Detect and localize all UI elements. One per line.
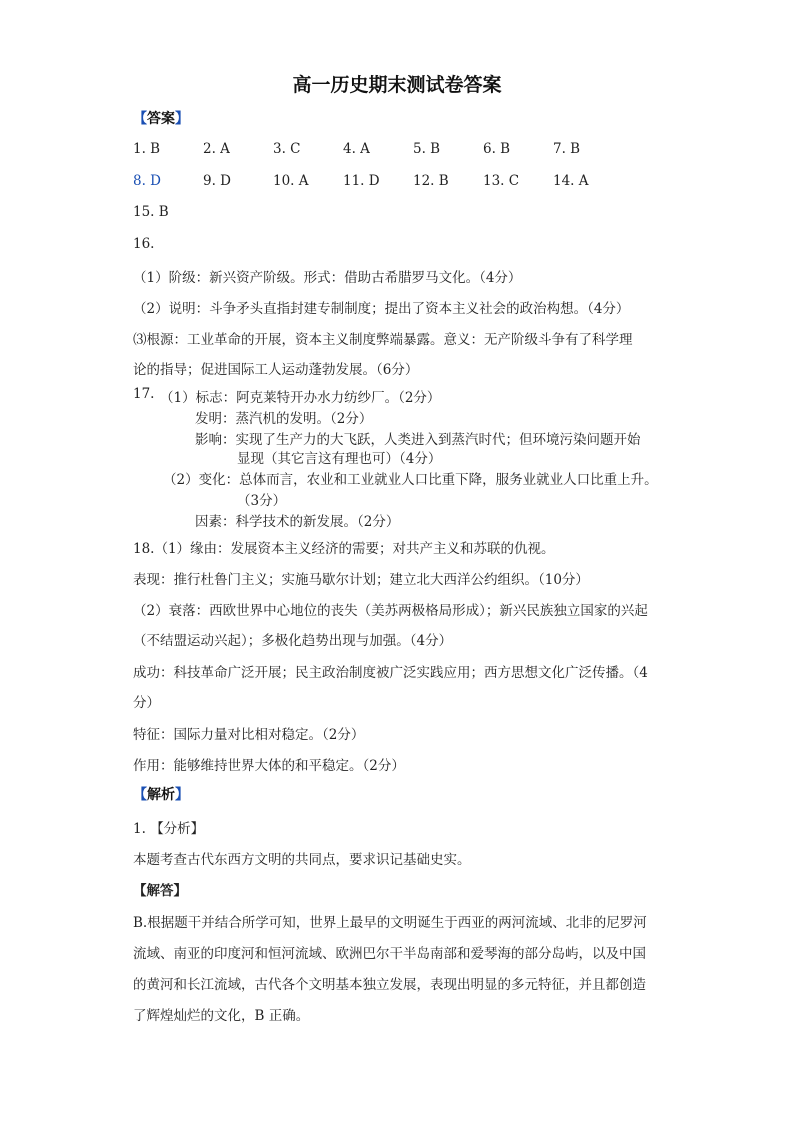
analysis-jieda-line1: B.根据题干并结合所学可知，世界上最早的文明诞生于西亚的两河流域、北非的尼罗河: [133, 915, 647, 931]
answer-item: 1. B: [133, 141, 161, 157]
answer-item: 9. D: [203, 173, 231, 189]
q17-line3: 影响：实现了生产力的大飞跃，人类进入到蒸汽时代；但环境污染问题开始: [195, 432, 641, 448]
q16-part3-line1: ⑶根源：工业革命的开展，资本主义制度弊端暴露。意义：无产阶级斗争有了科学理: [133, 332, 633, 348]
answer-item: 3. C: [273, 141, 301, 157]
answer-item: 2. A: [203, 141, 230, 157]
answer-item: 6. B: [483, 141, 511, 157]
q16-part1: （1）阶级：新兴资产阶级。形式：借助古希腊罗马文化。（4分）: [133, 270, 522, 286]
q18-line2: 表现：推行杜鲁门主义；实施马歇尔计划；建立北大西洋公约组织。（10分）: [133, 572, 589, 588]
answer-item: 5. B: [413, 141, 441, 157]
q17-line6: （3分）: [237, 493, 287, 509]
q18-line7: 特征：国际力量对比相对稳定。（2分）: [133, 727, 365, 743]
analysis-jieda-line2: 流域、南亚的印度河和恒河流域、欧洲巴尔干半岛南部和爱琴海的部分岛屿，以及中国: [133, 946, 646, 962]
q17-line4: 显现（其它言这有理也可）（4分）: [237, 451, 442, 467]
answer-item: 14. A: [553, 173, 589, 189]
answer-item: 13. C: [483, 173, 520, 189]
answer-item: 7. B: [553, 141, 581, 157]
q18-line8: 作用：能够维持世界大体的和平稳定。（2分）: [133, 758, 405, 774]
answer-item: 4. A: [343, 141, 370, 157]
analysis-fenxi-label: 【分析】: [150, 821, 205, 837]
analysis-q1-number: 1.: [133, 821, 146, 837]
q18-line6: 分）: [133, 695, 160, 711]
q16-part2: （2）说明：斗争矛头直指封建专制制度；提出了资本主义社会的政治构想。（4分）: [133, 301, 630, 317]
analysis-jieda-label: 【解答】: [133, 883, 187, 899]
analysis-header: 【解析】: [133, 787, 189, 803]
answer-item: 12. B: [413, 173, 449, 189]
q16-part3-line2: 论的指导；促进国际工人运动蓬勃发展。（6分）: [133, 362, 419, 378]
q17-line2: 发明：蒸汽机的发明。（2分）: [195, 411, 373, 427]
analysis-jieda-line3: 的黄河和长江流域，古代各个文明基本独立发展，表现出明显的多元特征，并且都创造: [133, 977, 646, 993]
q17-line7: 因素：科学技术的新发展。（2分）: [195, 514, 400, 530]
q17-number: 17.: [133, 386, 155, 402]
q17-line5: （2）变化：总体而言，农业和工业就业人口比重下降，服务业就业人口比重上升。: [163, 472, 658, 488]
q18-line1: 18.（1）缘由：发展资本主义经济的需要；对共产主义和苏联的仇视。: [133, 541, 555, 557]
q18-line4: （不结盟运动兴起）；多极化趋势出现与加强。（4分）: [133, 633, 453, 649]
answer-item: 11. D: [343, 173, 380, 189]
q16-number: 16.: [133, 236, 155, 252]
answer-item: 10. A: [273, 173, 309, 189]
analysis-q1-heading: [133, 817, 204, 837]
q18-line3: （2）衰落：西欧世界中心地位的丧失（美苏两极格局形成）；新兴民族独立国家的兴起: [133, 603, 648, 619]
answer-item: 15. B: [133, 204, 169, 220]
analysis-jieda-line4: 了辉煌灿烂的文化，B 正确。: [133, 1008, 310, 1024]
q17-line1: （1）标志：阿克莱特开办水力纺纱厂。（2分）: [160, 390, 441, 406]
page-title: 高一历史期末测试卷答案: [292, 74, 502, 96]
q18-line5: 成功：科技革命广泛开展；民主政治制度被广泛实践应用；西方思想文化广泛传播。（4: [133, 665, 648, 681]
answer-item: 8. D: [133, 173, 161, 189]
analysis-fenxi-text: 本题考查古代东西方文明的共同点，要求识记基础史实。: [133, 852, 471, 868]
answer-header: 【答案】: [133, 111, 189, 127]
